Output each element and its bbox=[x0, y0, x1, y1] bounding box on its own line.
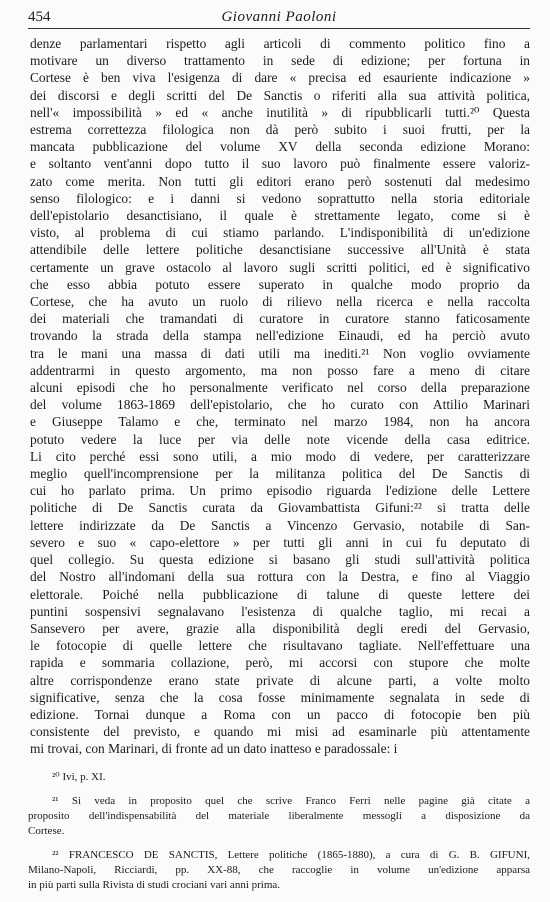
text-line: edizione. Tornai dunque a Roma con un pacco di fotocopie ben più bbox=[30, 706, 530, 722]
footnotes-section bbox=[28, 770, 530, 893]
text-line: tra le mani una massa di dati utili ma inediti.²¹ Non voglio ovviamente bbox=[30, 345, 530, 361]
text-line: rapida e sommaria collazione, però, mi accorsi con stupore che molte bbox=[30, 655, 530, 671]
text-line: dei materiali che tramandati di curatore in curatore stanno faticosamente bbox=[30, 311, 530, 327]
footnote-line: ²⁰ Ivi, p. XI. bbox=[52, 770, 106, 783]
text-line: politiche di De Sanctis curata da Giovambattista Gifuni:²² si tratta delle bbox=[30, 500, 530, 516]
text-line: mancata pubblicazione del volume XV della seconda edizione Morano: bbox=[30, 139, 530, 155]
footnote-line: in più parti sulla Rivista di studi crociani vari anni prima. bbox=[28, 878, 281, 891]
text-line: Sansevero per avere, grazie alla disponibilità degli eredi del Gervasio, bbox=[30, 620, 530, 636]
text-line: Li cito perché essi sono utili, a mio modo di vedere, per caratterizzare bbox=[30, 448, 530, 464]
text-line: altre corrispondenze erano state private di alcune parti, a volte molto bbox=[30, 672, 530, 688]
text-line: alcuni episodi che ho personalmente verificato nel corso della preparazione bbox=[30, 380, 530, 396]
footnote-line: proposito dell'indispensabilità del materiale liberalmente messogli a disposizione da bbox=[28, 809, 530, 822]
text-line: dell'epistolario desanctisiano, il quale è strettamente legato, come si è bbox=[30, 208, 530, 224]
text-line: consistente del previsto, e quando mi misi ad esaminarle più attentamente bbox=[30, 724, 530, 740]
footnote bbox=[28, 770, 530, 785]
text-line: significative, senza che la cosa fosse minimamente segnalata in sede di bbox=[30, 689, 530, 705]
text-line: Cortese è ben viva l'esigenza di dare « precisa ed esauriente indicazione » bbox=[30, 70, 530, 86]
page-number: 454 bbox=[28, 9, 51, 25]
text-line: Cortese, che ha avuto un ruolo di rilievo nella ricerca e nella raccolta bbox=[30, 294, 530, 310]
footnote-line: ²¹ Si veda in proposito quel che scrive Franco Ferri nelle pagine già citate a bbox=[52, 794, 530, 807]
text-line: del Nostro all'indomani della sua rottura con la Destra, e fino al Viaggio bbox=[30, 569, 530, 585]
text-line: cui ho parlato prima. Un primo episodio riguarda l'edizione delle Lettere bbox=[30, 483, 530, 499]
text-line: e Giuseppe Talamo e che, terminato nel marzo 1984, non ha ancora bbox=[30, 414, 530, 430]
footnote-line: Cortese. bbox=[28, 824, 65, 837]
text-line: lettere indirizzate da De Sanctis a Vincenzo Gervasio, notabile di San- bbox=[30, 517, 530, 533]
text-line: senso filologico: e i danni si vedono soprattutto nella storia editoriale bbox=[30, 190, 530, 206]
page-header bbox=[28, 6, 530, 29]
text-line: le fotocopie di quelle lettere che risultavano tagliate. Nell'effettuare una bbox=[30, 638, 530, 654]
text-line: severo e suo « capo-elettore » per tutti gli anni in cui fu deputato di bbox=[30, 534, 530, 550]
text-line: elettorale. Poiché nella pubblicazione di talune di queste lettere dei bbox=[30, 586, 530, 602]
text-line: mi trovai, con Marinari, di fronte ad un dato inatteso e paradossale: i bbox=[30, 741, 398, 757]
text-line: trovando la strada della stampa nell'edizione Einaudi, ed ha perciò avuto bbox=[30, 328, 530, 344]
text-line: addentrarmi in questo argomento, ma non posso fare a meno di citare bbox=[30, 362, 530, 378]
book-page bbox=[28, 6, 530, 902]
footnote bbox=[28, 848, 530, 893]
text-line: e soltanto vent'anni dopo tutto il suo lavoro può finalmente essere valoriz- bbox=[30, 156, 530, 172]
text-line: certamente un grave ostacolo al lavoro sugli scritti politici, ed è significativo bbox=[30, 259, 530, 275]
footnote bbox=[28, 794, 530, 839]
text-line: estrema correttezza filologica non dà però subito i suoi frutti, per la bbox=[30, 122, 530, 138]
text-line: puntini sospensivi segnalavano l'esistenza di qualche taglio, mi recai a bbox=[30, 603, 530, 619]
text-line: quel collegio. Su questa edizione si basano gli studi sull'attività politica bbox=[30, 552, 530, 568]
text-line: del volume 1863-1869 dell'epistolario, che ho curato con Attilio Marinari bbox=[30, 397, 530, 413]
text-line: attendibile delle lettere politiche desanctisiane successive all'Unità è stata bbox=[30, 242, 530, 258]
text-line: dei discorsi e degli scritti del De Sanctis o riferiti alla sua attività politica, bbox=[30, 87, 530, 103]
text-line: meglio quell'incomprensione per la militanza politica del De Sanctis di bbox=[30, 466, 530, 482]
text-line: zato come merita. Non tutti gli editori erano però sostenuti dal medesimo bbox=[30, 173, 530, 189]
text-line: potuto vedere la luce per via delle note vicende della casa editrice. bbox=[30, 431, 530, 447]
running-title: Giovanni Paoloni bbox=[221, 9, 337, 25]
text-line: che esso abbia potuto essere superato in qualche modo proprio da bbox=[30, 276, 530, 292]
footnote-line: ²² FRANCESCO DE SANCTIS, Lettere politiche (1865-1880), a cura di G. B. GIFUNI, bbox=[52, 848, 530, 861]
body-paragraph bbox=[28, 35, 530, 758]
text-line: motivare un diverso trattamento in sede di edizione; per fortuna in bbox=[30, 53, 530, 69]
text-line: visto, al problema di cui stiamo parlando. L'indisponibilità di un'edizione bbox=[30, 225, 530, 241]
text-line: denze parlamentari rispetto agli articoli di commento politico fino a bbox=[30, 36, 530, 51]
text-line: nell'« impossibilità » ed « anche inutilità » di ripubblicarli tutti.²⁰ Questa bbox=[30, 104, 530, 120]
footnote-line: Milano-Napoli, Ricciardi, pp. XX-88, che raccoglie in volume un'edizione apparsa bbox=[28, 863, 530, 876]
